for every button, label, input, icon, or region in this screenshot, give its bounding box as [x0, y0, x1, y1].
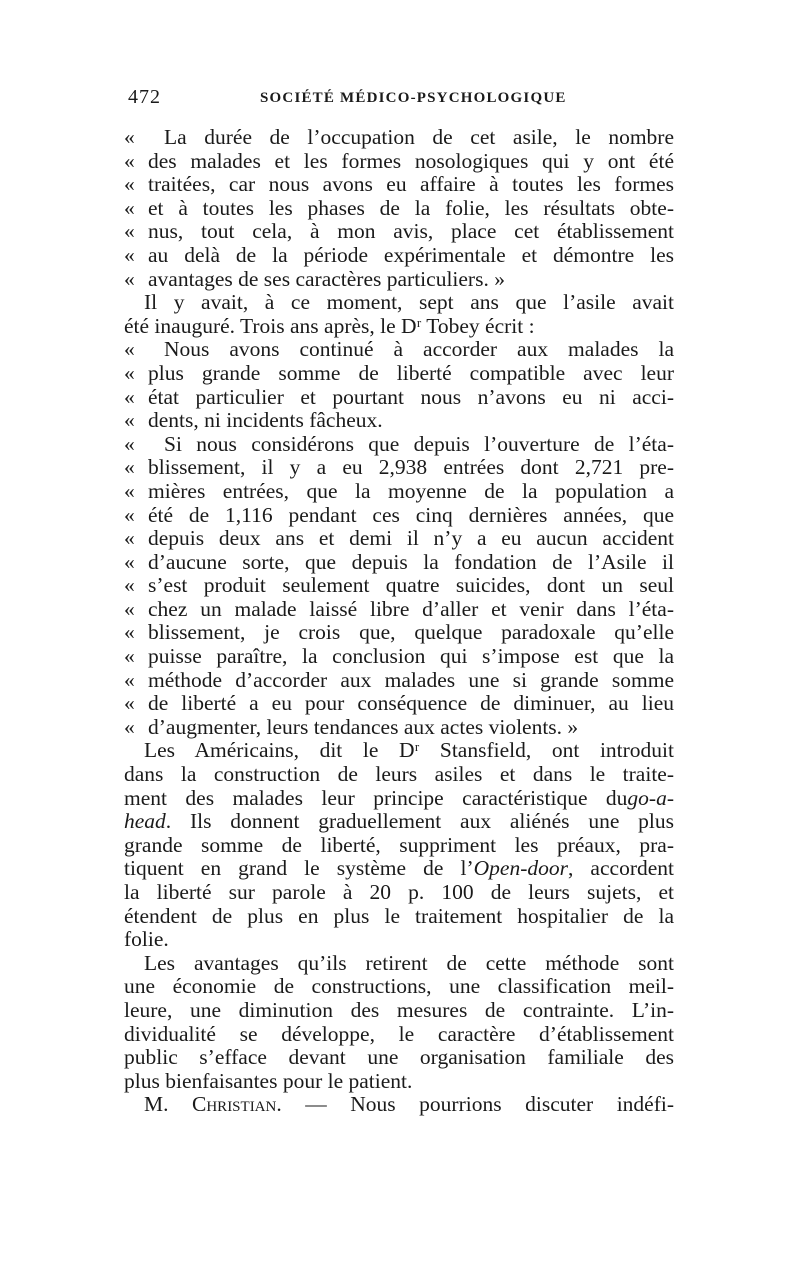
- speaker-name: M. Christian.: [144, 1092, 282, 1117]
- text-line: [124, 150, 674, 174]
- line-text: une économie de constructions, une classification meil-: [124, 974, 674, 999]
- line-text: chez un malade laissé libre d’aller et venir dans l’éta-: [148, 596, 674, 621]
- italic-term: head: [124, 809, 166, 834]
- line-text: plus grande somme de liberté compatible avec leur: [148, 360, 674, 385]
- text-line: [124, 952, 674, 976]
- text-line: [124, 504, 674, 528]
- text-line: [124, 999, 674, 1023]
- text-line: [124, 433, 674, 457]
- line-text: public s’efface devant une organisation familiale des: [124, 1045, 674, 1070]
- line-text: méthode d’accorder aux malades une si grande somme: [148, 667, 674, 692]
- text-line: [124, 126, 674, 150]
- line-text: et à toutes les phases de la folie, les résultats obte-: [148, 195, 674, 220]
- line-text: plus bienfaisantes pour le patient.: [124, 1068, 413, 1093]
- page-number: 472: [128, 86, 161, 108]
- line-text: blissement, je crois que, quelque paradoxale qu’elle: [148, 620, 674, 645]
- line-text: ment des malades leur principe caractéristique du: [124, 785, 628, 810]
- text-line: [124, 669, 674, 693]
- quote-mark: «: [124, 455, 135, 480]
- text-line: [124, 291, 674, 315]
- text-line: [124, 810, 674, 834]
- line-text: au delà de la période expérimentale et démontre les: [148, 242, 674, 267]
- quote-mark: «: [124, 360, 135, 385]
- line-text: La durée de l’occupation de cet asile, le nombre: [164, 125, 674, 149]
- line-text: étendent de plus en plus le traitement hospitalier de la: [124, 903, 674, 928]
- text-line: [124, 1093, 674, 1117]
- text-line: [124, 362, 674, 386]
- line-text: état particulier et pourtant nous n’avons eu ni acci-: [148, 384, 674, 409]
- text-line: [124, 173, 674, 197]
- italic-term: Open-door: [473, 856, 568, 881]
- quote-mark: «: [124, 549, 135, 574]
- text-line: [124, 881, 674, 905]
- text-line: [124, 763, 674, 787]
- quote-mark: «: [124, 596, 135, 621]
- line-text: folie.: [124, 927, 169, 952]
- quote-mark: «: [124, 125, 135, 149]
- italic-term: go-a-: [627, 785, 674, 810]
- line-text: mières entrées, que la moyenne de la population a: [148, 478, 674, 503]
- text-line: [124, 338, 674, 362]
- line-text: été inauguré. Trois ans après, le Dʳ Tobey écrit :: [124, 313, 535, 338]
- text-line: [124, 928, 674, 952]
- line-text: leure, une diminution des mesures de contrainte. L’in-: [124, 997, 674, 1022]
- text-line: [124, 197, 674, 221]
- line-text: de liberté a eu pour conséquence de diminuer, au lieu: [148, 691, 674, 716]
- line-text: des malades et les formes nosologiques qui y ont été: [148, 148, 674, 173]
- text-line: [124, 527, 674, 551]
- quote-mark: «: [124, 384, 135, 409]
- body-text: [124, 126, 674, 1117]
- line-text: , accordent: [567, 856, 674, 881]
- line-text: grande somme de liberté, suppriment les préaux, pra-: [124, 832, 674, 857]
- line-text: s’est produit seulement quatre suicides, dont un seul: [148, 573, 674, 598]
- text-line: [124, 857, 674, 881]
- quote-mark: «: [124, 526, 135, 551]
- quote-mark: «: [124, 242, 135, 267]
- text-line: [124, 598, 674, 622]
- page-header: [128, 86, 676, 116]
- text-line: [124, 787, 674, 811]
- text-line: [124, 692, 674, 716]
- text-line: [124, 456, 674, 480]
- line-text: été de 1,116 pendant ces cinq dernières années, que: [148, 502, 674, 527]
- quote-mark: «: [124, 219, 135, 244]
- quote-mark: «: [124, 195, 135, 220]
- line-text: traitées, car nous avons eu affaire à toutes les formes: [148, 172, 674, 197]
- line-text: puisse paraître, la conclusion qui s’impose est que la: [148, 644, 674, 669]
- text-line: [124, 975, 674, 999]
- running-head: SOCIÉTÉ MÉDICO-PSYCHOLOGIQUE: [260, 90, 567, 106]
- quote-mark: «: [124, 714, 135, 739]
- text-line: [124, 244, 674, 268]
- line-text: depuis deux ans et demi il n’y a eu aucun accident: [148, 526, 674, 551]
- quote-mark: «: [124, 667, 135, 692]
- quote-mark: «: [124, 266, 135, 291]
- line-text: dividualité se développe, le caractère d’établissement: [124, 1021, 674, 1046]
- line-text: Les avantages qu’ils retirent de cette méthode sont: [144, 950, 674, 975]
- text-line: [124, 409, 674, 433]
- text-line: [124, 905, 674, 929]
- line-text: Il y avait, à ce moment, sept ans que l’asile avait: [144, 290, 674, 315]
- quote-mark: «: [124, 431, 135, 456]
- quote-mark: «: [124, 573, 135, 598]
- quote-mark: «: [124, 620, 135, 645]
- text-line: [124, 315, 674, 339]
- quote-mark: «: [124, 644, 135, 669]
- line-text: Nous avons continué à accorder aux malades la: [164, 337, 674, 362]
- quote-mark: «: [124, 148, 135, 173]
- quote-mark: «: [124, 172, 135, 197]
- line-text: d’aucune sorte, que depuis la fondation de l’Asile il: [148, 549, 674, 574]
- text-line: [124, 716, 674, 740]
- text-line: [124, 621, 674, 645]
- line-text: . Ils donnent graduellement aux aliénés une plus: [165, 809, 674, 834]
- text-line: [124, 1070, 674, 1094]
- text-line: [124, 386, 674, 410]
- text-line: [124, 1023, 674, 1047]
- text-line: [124, 551, 674, 575]
- text-line: [124, 834, 674, 858]
- quote-mark: «: [124, 408, 135, 433]
- text-line: [124, 645, 674, 669]
- line-text: d’augmenter, leurs tendances aux actes violents. »: [148, 714, 579, 739]
- text-line: [124, 480, 674, 504]
- quote-mark: «: [124, 691, 135, 716]
- quote-mark: «: [124, 337, 135, 362]
- line-text: Si nous considérons que depuis l’ouverture de l’éta-: [164, 431, 674, 456]
- line-text: tiquent en grand le système de l’: [124, 856, 474, 881]
- line-text: blissement, il y a eu 2,938 entrées dont 2,721 pre-: [148, 455, 674, 480]
- text-line: [124, 220, 674, 244]
- line-text: Les Américains, dit le Dʳ Stansfield, ont introduit: [144, 738, 674, 763]
- quote-mark: «: [124, 478, 135, 503]
- text-line: [124, 574, 674, 598]
- text-line: [124, 268, 674, 292]
- line-text: avantages de ses caractères particuliers. »: [148, 266, 505, 291]
- text-line: [124, 1046, 674, 1070]
- text-line: [124, 739, 674, 763]
- line-text: — Nous pourrions discuter indéfi-: [281, 1092, 674, 1117]
- line-text: nus, tout cela, à mon avis, place cet établissement: [148, 219, 674, 244]
- line-text: dans la construction de leurs asiles et dans le traite-: [124, 762, 674, 787]
- line-text: la liberté sur parole à 20 p. 100 de leurs sujets, et: [124, 880, 674, 904]
- line-text: dents, ni incidents fâcheux.: [148, 408, 383, 433]
- quote-mark: «: [124, 502, 135, 527]
